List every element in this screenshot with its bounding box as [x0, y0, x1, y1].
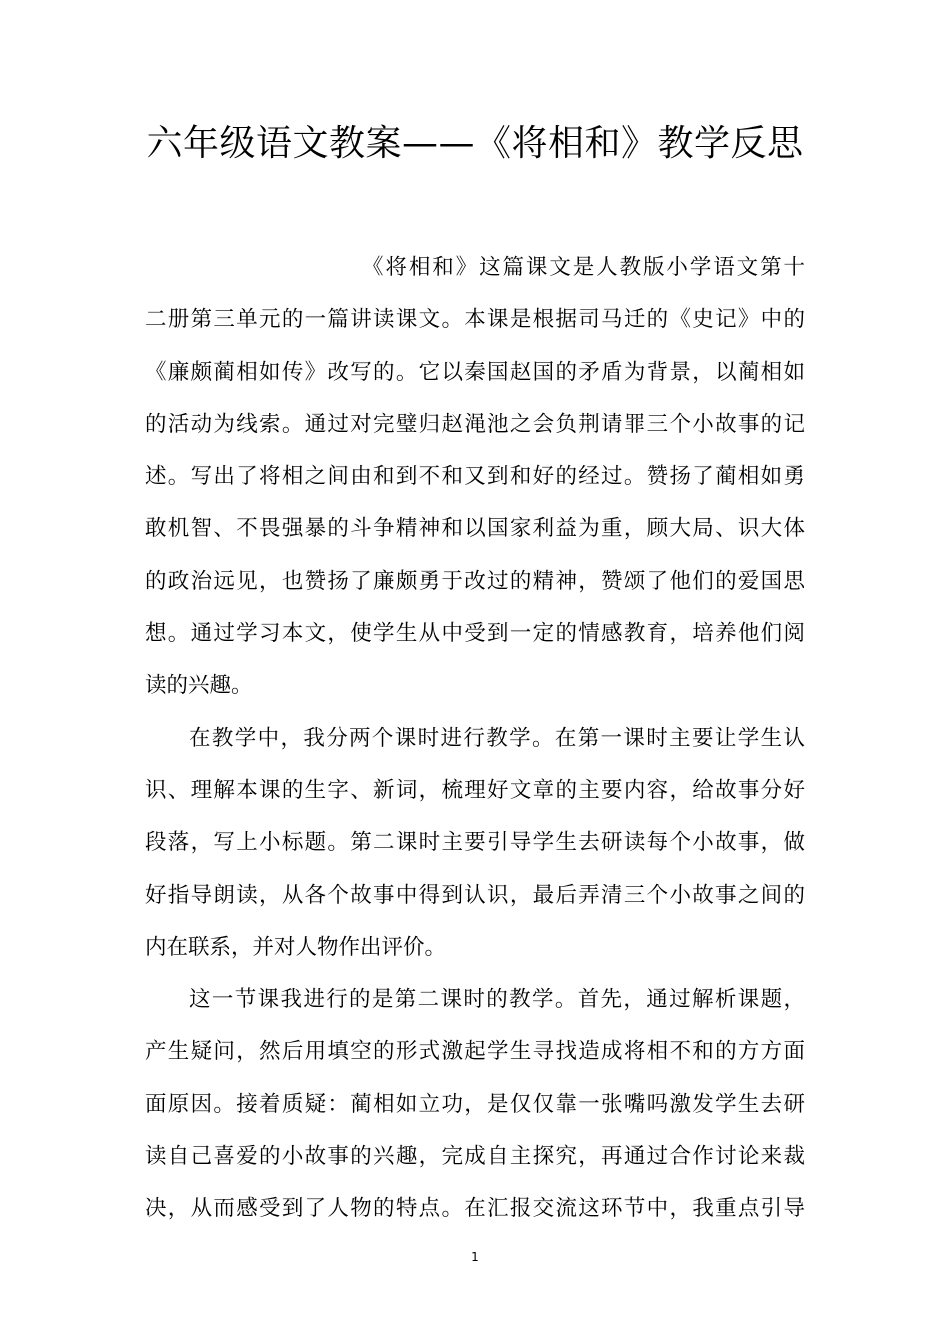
document-body [145, 242, 805, 1236]
text-line: 段落，写上小标题。第二课时主要引导学生去研读每个小故事，做 [145, 830, 805, 856]
text-line: 产生疑问，然后用填空的形式激起学生寻找造成将相不和的方方面 [145, 1039, 805, 1065]
text-line: 读自己喜爱的小故事的兴趣，完成自主探究，再通过合作讨论来裁 [145, 1144, 805, 1170]
text-line: 二册第三单元的一篇讲读课文。本课是根据司马迁的《史记》中的 [145, 307, 805, 333]
text-line: 在教学中，我分两个课时进行教学。在第一课时主要让学生认 [189, 725, 805, 751]
text-line: 读的兴趣。 [145, 673, 253, 699]
text-line: 识、理解本课的生字、新词，梳理好文章的主要内容，给故事分好 [145, 777, 805, 803]
document-title: 六年级语文教案——《将相和》教学反思 [146, 123, 804, 164]
text-line: 敢机智、不畏强暴的斗争精神和以国家利益为重，顾大局、识大体 [145, 516, 805, 542]
text-line: 想。通过学习本文，使学生从中受到一定的情感教育，培养他们阅 [145, 621, 805, 647]
text-line: 面原因。接着质疑：蔺相如立功，是仅仅靠一张嘴吗激发学生去研 [145, 1091, 805, 1117]
text-line: 好指导朗读，从各个故事中得到认识，最后弄清三个小故事之间的 [145, 882, 805, 908]
text-line: 的活动为线索。通过对完璧归赵渑池之会负荆请罪三个小故事的记 [145, 411, 805, 437]
text-line: 的政治远见，也赞扬了廉颇勇于改过的精神，赞颂了他们的爱国思 [145, 568, 805, 594]
text-line: 《廉颇蔺相如传》改写的。它以秦国赵国的矛盾为背景，以蔺相如 [145, 359, 805, 385]
text-line: 这一节课我进行的是第二课时的教学。首先，通过解析课题， [189, 987, 805, 1013]
text-line: 《将相和》这篇课文是人教版小学语文第十 [362, 255, 805, 280]
page-number: 1 [471, 1250, 479, 1264]
text-line: 决，从而感受到了人物的特点。在汇报交流这环节中，我重点引导 [145, 1196, 805, 1222]
text-line: 内在联系，并对人物作出评价。 [145, 934, 447, 960]
text-line: 述。写出了将相之间由和到不和又到和好的经过。赞扬了蔺相如勇 [145, 464, 805, 490]
